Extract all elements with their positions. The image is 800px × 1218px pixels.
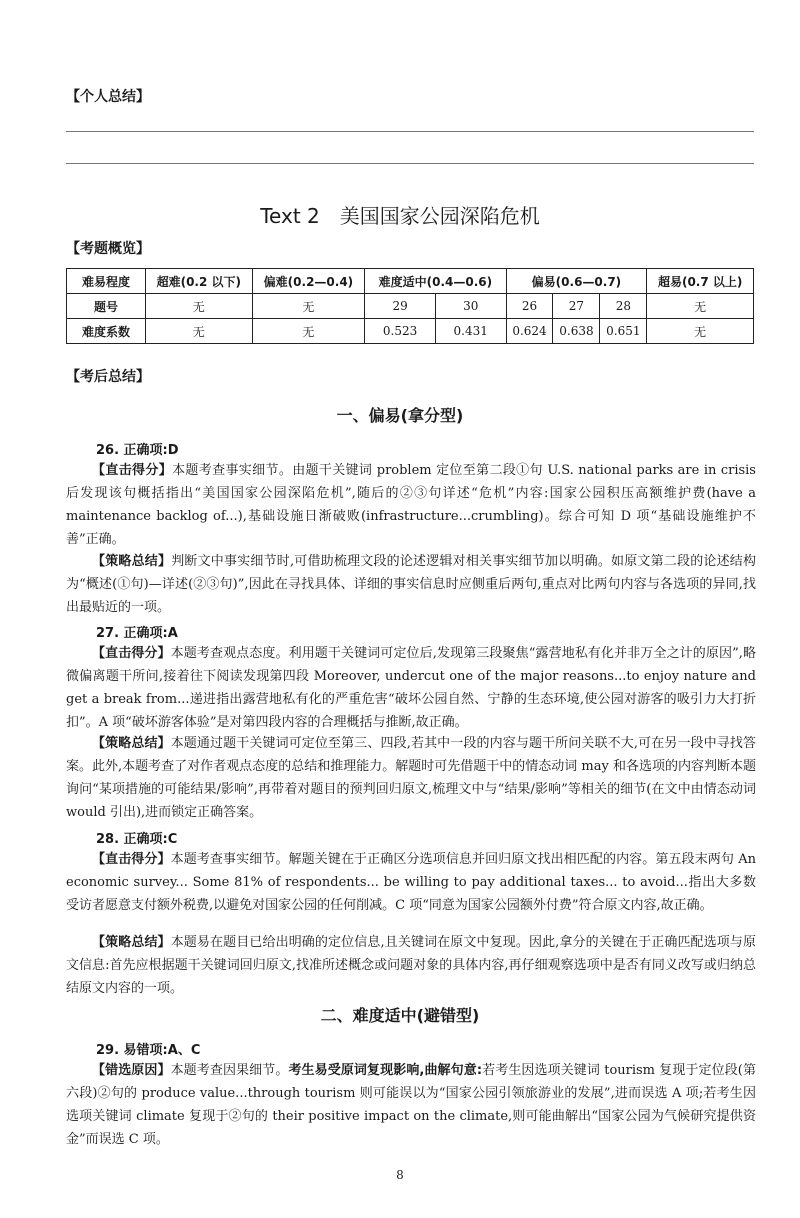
table-cell: 27 [553,294,600,319]
paragraph-highlight: 考生易受原词复现影响,曲解句意: [288,1063,483,1078]
table-cell: 无 [252,294,365,319]
table-cell: 无 [146,319,253,344]
paragraph-text: 本题考查事实细节。解题关键在于正确区分选项信息并回归原文找出相匹配的内容。第五段末两句 An economic survey... Some 81% of respondents... be willing to pay additional taxes... to avoid...指出大多数受访者愿意支付额外税费,以避免对国家公园的任何削减。C 项“同意为国家公园额外付费”符合原文内容,故正确。 [66,852,756,913]
overview-heading: 【考题概览】 [66,241,150,257]
paragraph-text: 本题易在题目已给出明确的定位信息,且关键词在原文中复现。因此,拿分的关键在于正确匹配选项与原文信息:首先应根据题干关键词回归原文,找准所述概念或问题对象的具体内容,再仔细观察选项中是否有同义改写或归纳总结原文内容的一项。 [66,935,756,996]
table-cell: 无 [647,319,754,344]
table-cell: 0.431 [435,319,506,344]
table-row-difficulty [67,319,754,344]
section-title: 一、偏易(拿分型) [336,406,464,425]
table-cell: 0.651 [600,319,647,344]
table-header-cell: 超难(0.2 以下) [146,269,253,294]
paragraph-label: 【错选原因】 [92,1063,171,1078]
paragraph-text: 本题考查观点态度。利用题干关键词可定位后,发现第三段聚焦“露营地私有化并非万全之计的原因”,略微偏离题干所问,接着往下阅读发现第四段 Moreover, undercut one of the major reasons...to enjoy nature and get a break from...递进指出露营地私有化的严重危害“破坏公园自然、宁静的生态环境,使公园对游客的吸引力大打折扣”。A 项“破坏游客体验”是对第四段内容的合理概括与推断,故正确。 [66,646,756,730]
paragraph [66,848,756,917]
paragraph [66,732,756,824]
table-cell: 26 [506,294,553,319]
table-cell: 无 [146,294,253,319]
table-cell: 无 [647,294,754,319]
paragraph [66,931,756,1000]
page-title: Text 2 美国国家公园深陷危机 [260,204,540,228]
table-cell: 28 [600,294,647,319]
paragraph-label: 【直击得分】 [92,852,171,867]
personal-summary-heading: 【个人总结】 [66,89,150,105]
paragraph-label: 【直击得分】 [92,646,171,661]
table-cell: 0.624 [506,319,553,344]
paragraph-label: 【直击得分】 [92,463,173,478]
paragraph-text: 判断文中事实细节时,可借助梳理文段的论述逻辑对相关事实细节加以明确。如原文第二段的论述结构为“概述(①句)—详述(②③句)”,因此在寻找具体、详细的事实信息时应侧重后两句,重点对比两句内容与各选项的异同,找出最贴近的一项。 [66,554,756,615]
table-cell: 29 [365,294,436,319]
table-cell: 0.523 [365,319,436,344]
paragraph-text: 本题考查因果细节。 [170,1063,289,1078]
difficulty-table [66,268,754,344]
table-cell: 30 [435,294,506,319]
table-header-cell: 偏易(0.6—0.7) [506,269,647,294]
paragraph-label: 【策略总结】 [92,736,171,751]
paragraph-text: 若考生因选项关键词 tourism 复现于定位段(第六段)②句的 produce value...through tourism 则可能误以为“国家公园引领旅游业的发展”,进而误选 A 项;若考生因选项关键词 climate 复现于②句的 their positive impact on the climate,则可能曲解出“国家公园为气候研究提供资金”而误选 C 项。 [66,1063,756,1147]
section-title: 二、难度适中(避错型) [320,1006,480,1025]
paragraph [66,550,756,619]
paragraph-label: 【策略总结】 [92,554,172,569]
table-row-question [67,294,754,319]
paragraph [66,459,756,551]
table-header-cell: 超易(0.7 以上) [647,269,754,294]
table-row-label: 题号 [67,294,146,319]
paragraph [66,1059,756,1151]
post-exam-heading: 【考后总结】 [66,369,150,385]
answer-heading: 27. 正确项:A [96,626,178,641]
table-cell: 无 [252,319,365,344]
paragraph-text: 本题考查事实细节。由题干关键词 problem 定位至第二段①句 U.S. national parks are in crisis 后发现该句概括指出“美国国家公园深陷危机”,随后的②③句详述“危机”内容:国家公园积压高额维护费(have a maintenance backlog of...),基础设施日渐破败(infrastructure...crumbling)。综合可知 D 项“基础设施维护不善”正确。 [66,463,756,547]
table-cell: 0.638 [553,319,600,344]
answer-heading: 29. 易错项:A、C [96,1043,201,1058]
answer-heading: 26. 正确项:D [96,443,179,458]
answer-line-1 [66,131,754,132]
table-header-cell: 难度适中(0.4—0.6) [365,269,506,294]
paragraph-text: 本题通过题干关键词可定位至第三、四段,若其中一段的内容与题干所问关联不大,可在另一段中寻找答案。此外,本题考查了对作者观点态度的总结和推理能力。解题时可先借题干中的情态动词 may 和各选项的内容判断本题询问“某项措施的可能结果/影响”,再带着对题目的预判回归原文,梳理文中与“结果/影响”等相关的细节(在文中由情态动词 would 引出),进而锁定正确答案。 [66,736,756,820]
table-header-cell: 偏难(0.2—0.4) [252,269,365,294]
table-header-row [67,269,754,294]
paragraph [66,642,756,734]
table-row-label: 难度系数 [67,319,146,344]
page-number: 8 [396,1168,404,1182]
paragraph-label: 【策略总结】 [92,935,171,950]
table-header-cell: 难易程度 [67,269,146,294]
answer-line-2 [66,163,754,164]
answer-heading: 28. 正确项:C [96,832,178,847]
